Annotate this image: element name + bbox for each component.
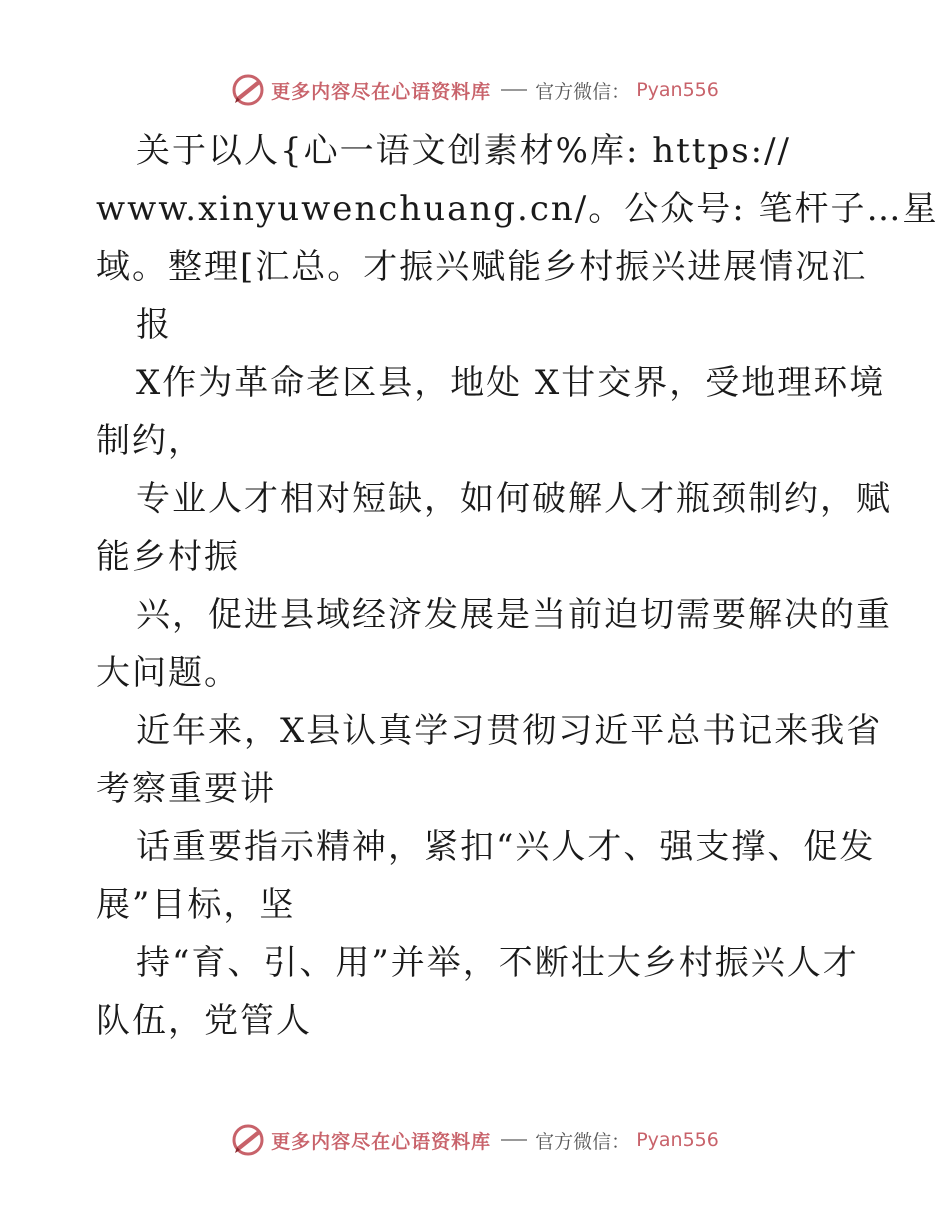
text-line: 能乡村振 [96, 537, 240, 577]
text-line: 大问题。 [96, 653, 240, 693]
banner-wechat-id: Pyan556 [636, 1129, 719, 1151]
banner-main-text: 更多内容尽在心语资料库 [271, 1130, 492, 1153]
banner-sub-text: 官方微信： [535, 1130, 631, 1153]
banner-sub-text: 官方微信： [535, 80, 631, 103]
text-line: 专业人才相对短缺，如何破解人才瓶颈制约，赋 [136, 479, 892, 519]
text-line: 制约， [96, 421, 204, 461]
text-line: 队伍，党管人 [96, 1001, 312, 1041]
document-body [96, 122, 939, 1050]
text-line: X作为革命老区县，地处 X甘交界，受地理环境 [136, 363, 886, 403]
banner-main-text: 更多内容尽在心语资料库 [271, 80, 492, 103]
text-line: 持“育、引、用”并举，不断壮大乡村振兴人才 [136, 943, 859, 983]
pen-logo-icon [231, 73, 265, 107]
footer-watermark-banner [0, 1120, 950, 1160]
text-line: 报 [136, 305, 172, 345]
text-line: 关于以人{心一语文创素材%库: https:// [136, 131, 792, 171]
header-watermark-banner [0, 70, 950, 110]
text-line: www.xinyuwenchuang.cn/。公众号: 笔杆子…星 [96, 189, 939, 229]
text-line: 考察重要讲 [96, 769, 276, 809]
banner-wechat-id: Pyan556 [636, 79, 719, 101]
text-line: 近年来，X县认真学习贯彻习近平总书记来我省 [136, 711, 883, 751]
banner-divider [501, 1139, 527, 1141]
banner-divider [501, 89, 527, 91]
text-line: 话重要指示精神，紧扣“兴人才、强支撑、促发 [136, 827, 876, 867]
text-line: 域。整理[汇总。才振兴赋能乡村振兴进展情况汇 [96, 247, 868, 287]
text-line: 展”目标，坚 [96, 885, 296, 925]
pen-logo-icon [231, 1123, 265, 1157]
text-line: 兴，促进县域经济发展是当前迫切需要解决的重 [136, 595, 892, 635]
